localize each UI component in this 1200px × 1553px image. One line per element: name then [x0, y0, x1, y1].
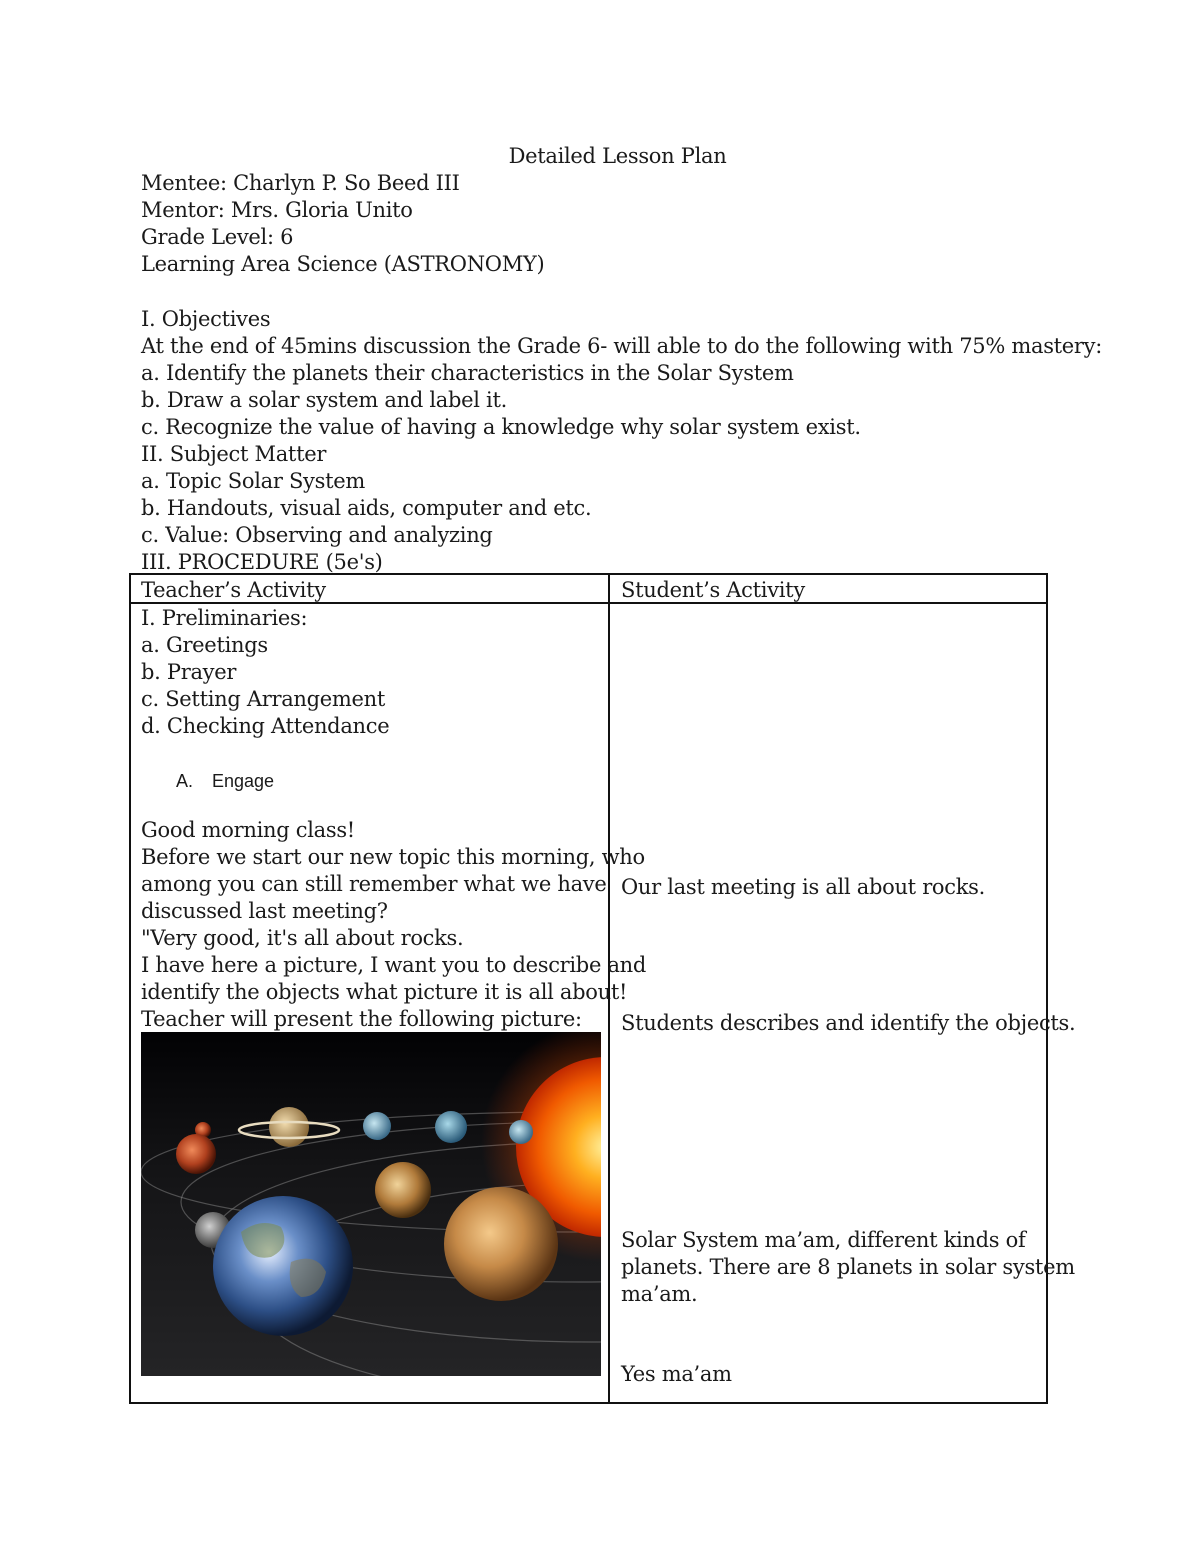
- teacher-line: discussed last meeting?: [141, 899, 388, 923]
- teacher-activity-header: Teacher’s Activity: [141, 578, 326, 602]
- solar-system-picture: [141, 1032, 601, 1376]
- learning-area-line: Learning Area Science (ASTRONOMY): [141, 252, 545, 276]
- preliminaries-heading: I. Preliminaries:: [141, 606, 308, 630]
- objective-item: c. Recognize the value of having a knowledge why solar system exist.: [141, 415, 861, 439]
- teacher-line: among you can still remember what we have: [141, 872, 607, 896]
- teacher-line: identify the objects what picture it is all about!: [141, 980, 628, 1004]
- engage-text: Engage: [212, 771, 275, 791]
- mentor-line: Mentor: Mrs. Gloria Unito: [141, 198, 413, 222]
- procedure-heading: III. PROCEDURE (5e's): [141, 550, 383, 574]
- document-title: Detailed Lesson Plan: [508, 144, 727, 168]
- teacher-line: Before we start our new topic this morning, who: [141, 845, 645, 869]
- objectives-heading: I. Objectives: [141, 307, 271, 331]
- student-line: Students describes and identify the objects.: [621, 1011, 1076, 1035]
- preliminaries-item: b. Prayer: [141, 660, 237, 684]
- preliminaries-item: d. Checking Attendance: [141, 714, 390, 738]
- subject-item: c. Value: Observing and analyzing: [141, 523, 493, 547]
- objective-item: b. Draw a solar system and label it.: [141, 388, 507, 412]
- engage-heading: [176, 769, 376, 793]
- grade-line: Grade Level: 6: [141, 225, 294, 249]
- preliminaries-item: a. Greetings: [141, 633, 268, 657]
- student-line: Solar System ma’am, different kinds of: [621, 1228, 1026, 1252]
- objective-item: a. Identify the planets their characteristics in the Solar System: [141, 361, 794, 385]
- student-line: Yes ma’am: [621, 1362, 732, 1386]
- mentee-line: Mentee: Charlyn P. So Beed III: [141, 171, 460, 195]
- student-line: planets. There are 8 planets in solar system: [621, 1255, 1075, 1279]
- student-line: ma’am.: [621, 1282, 698, 1306]
- subject-matter-heading: II. Subject Matter: [141, 442, 327, 466]
- preliminaries-item: c. Setting Arrangement: [141, 687, 386, 711]
- subject-item: b. Handouts, visual aids, computer and etc.: [141, 496, 592, 520]
- engage-label: A.: [176, 771, 194, 791]
- student-activity-header: Student’s Activity: [621, 578, 805, 602]
- objectives-intro: At the end of 45mins discussion the Grade 6- will able to do the following with 75% mastery:: [141, 334, 1103, 358]
- subject-item: a. Topic Solar System: [141, 469, 365, 493]
- teacher-line: Teacher will present the following picture:: [141, 1007, 582, 1031]
- student-line: Our last meeting is all about rocks.: [621, 875, 986, 899]
- teacher-line: Good morning class!: [141, 818, 355, 842]
- teacher-line: "Very good, it's all about rocks.: [141, 926, 464, 950]
- teacher-line: I have here a picture, I want you to describe and: [141, 953, 647, 977]
